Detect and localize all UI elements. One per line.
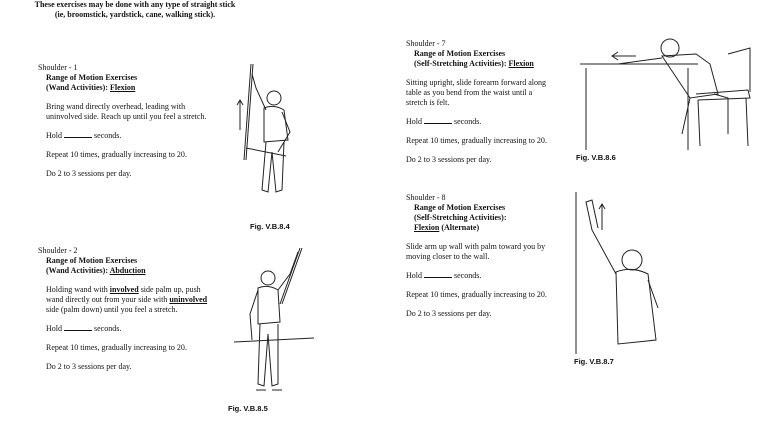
wand-flexion-illustration [226, 60, 306, 220]
sessions-instruction: Do 2 to 3 sessions per day. [406, 309, 492, 318]
exercise-subtitle-prefix: (Wand Activities): [46, 266, 110, 275]
exercise-subtitle: Range of Motion Exercises [414, 203, 506, 212]
wall-slide-illustration [572, 190, 668, 356]
sessions-instruction: Do 2 to 3 sessions per day. [46, 169, 132, 178]
repeat-instruction: Repeat 10 times, gradually increasing to 20. [406, 136, 547, 145]
hold-blank [424, 116, 452, 124]
figure-caption: Fig. V.B.8.4 [250, 222, 290, 231]
exercise-desc-line: side (palm down) until you feel a stretch. [46, 305, 178, 314]
exercise-shoulder-7 [406, 39, 581, 165]
hold-suffix: seconds. [454, 117, 482, 126]
hold-suffix: seconds. [454, 271, 482, 280]
exercise-subtitle-prefix: (Self-Stretching Activities): [414, 213, 507, 222]
intro-note [0, 0, 270, 20]
exercise-desc-line: Sitting upright, slide forearm forward along [406, 78, 546, 87]
intro-line-2: (ie, broomstick, yardstick, cane, walking stick). [54, 10, 216, 19]
exercise-subtitle: Range of Motion Exercises [46, 256, 138, 265]
exercise-shoulder-1 [38, 63, 248, 179]
figure-caption: Fig. V.B.8.6 [576, 153, 616, 162]
hold-label: Hold [46, 131, 62, 140]
exercise-desc-text: wand directly out from your side with [46, 295, 170, 304]
exercise-motion: Flexion [110, 83, 136, 92]
exercise-shoulder-2 [38, 246, 253, 372]
figure-caption: Fig. V.B.8.7 [574, 357, 614, 366]
exercise-subtitle: Range of Motion Exercises [46, 73, 138, 82]
exercise-desc-text: side palm up, push [138, 285, 201, 294]
exercise-subtitle-prefix: (Wand Activities): [46, 83, 110, 92]
hold-suffix: seconds. [94, 324, 122, 333]
exercise-subtitle-prefix: (Self-Stretching Activities): [414, 59, 509, 68]
hold-suffix: seconds. [94, 131, 122, 140]
exercise-desc-line: table as you bend from the waist until a [406, 88, 533, 97]
repeat-instruction: Repeat 10 times, gradually increasing to 20. [46, 343, 187, 352]
figure-caption: Fig. V.B.8.5 [228, 404, 268, 413]
exercise-heading: Shoulder - 1 [38, 63, 78, 72]
hold-label: Hold [406, 271, 422, 280]
exercise-desc-line: moving closer to the wall. [406, 252, 490, 261]
intro-line-1: These exercises may be done with any type of straight stick [34, 0, 236, 9]
exercise-subtitle: Range of Motion Exercises [414, 49, 506, 58]
repeat-instruction: Repeat 10 times, gradually increasing to 20. [406, 290, 547, 299]
table-slide-illustration [578, 34, 758, 152]
repeat-instruction: Repeat 10 times, gradually increasing to 20. [46, 150, 187, 159]
exercise-desc-line: Bring wand directly overhead, leading with [46, 102, 186, 111]
exercise-desc-line: Slide arm up wall with palm toward you by [406, 242, 546, 251]
exercise-heading: Shoulder - 8 [406, 193, 446, 202]
sessions-instruction: Do 2 to 3 sessions per day. [46, 362, 132, 371]
exercise-motion: Flexion [414, 223, 440, 232]
exercise-heading: Shoulder - 7 [406, 39, 446, 48]
exercise-desc-line: uninvolved side. Reach up until you feel a stretch. [46, 112, 207, 121]
exercise-motion: Abduction [109, 266, 146, 275]
hold-blank [64, 323, 92, 331]
exercise-desc-emph: involved [109, 285, 139, 294]
hold-label: Hold [406, 117, 422, 126]
wand-abduction-illustration [232, 244, 322, 402]
exercise-desc-emph: uninvolved [169, 295, 208, 304]
exercise-desc-line: stretch is felt. [406, 98, 450, 107]
exercise-motion: Flexion [508, 59, 534, 68]
sessions-instruction: Do 2 to 3 sessions per day. [406, 155, 492, 164]
hold-blank [424, 270, 452, 278]
hold-blank [64, 130, 92, 138]
exercise-heading: Shoulder - 2 [38, 246, 78, 255]
exercise-shoulder-8 [406, 193, 581, 319]
hold-label: Hold [46, 324, 62, 333]
exercise-subtitle-suffix: (Alternate) [439, 223, 480, 232]
exercise-desc-text: Holding wand with [46, 285, 110, 294]
